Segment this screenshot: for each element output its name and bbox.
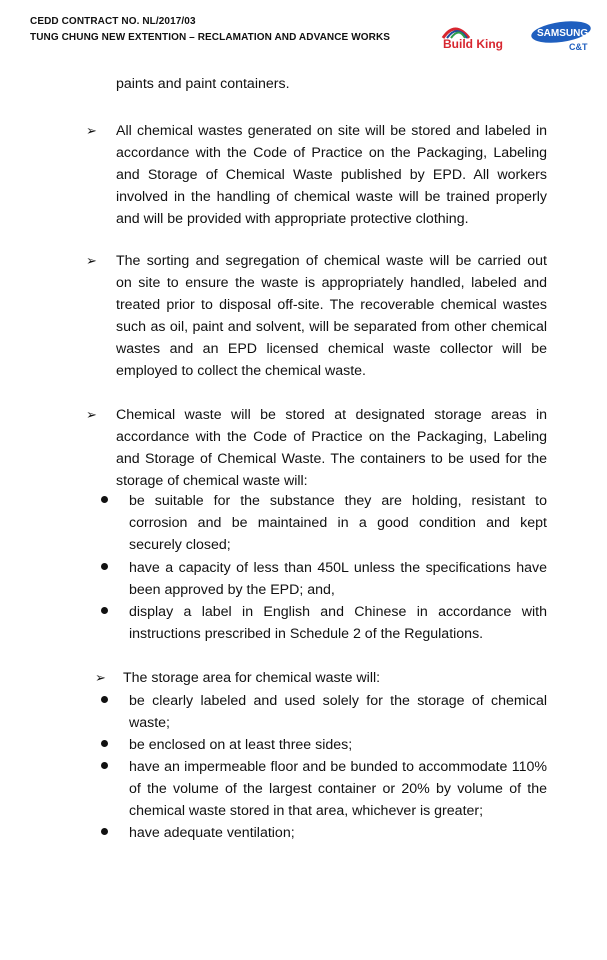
list-item: display a label in English and Chinese in accordance with instructions prescribed in Schedule 2 of the Regulations.: [129, 604, 547, 642]
bullet-dot-icon: [101, 762, 108, 769]
samsung-ct: C&T: [569, 42, 588, 52]
paragraph-storage-area: The storage area for chemical waste will:: [123, 670, 381, 686]
samsung-logo: SAMSUNG: [537, 28, 589, 39]
logo-graphic: [433, 14, 593, 54]
bullet-dot-icon: [101, 607, 108, 614]
arrow-bullet-icon: ➢: [86, 123, 97, 138]
buildking-logo: Build King: [443, 37, 503, 51]
continuation-text: paints and paint containers.: [116, 76, 290, 92]
list-item: be clearly labeled and used solely for the storage of chemical waste;: [129, 693, 547, 731]
bullet-dot-icon: [101, 740, 108, 747]
project-title: TUNG CHUNG NEW EXTENTION – RECLAMATION AND ADVANCE WORKS: [30, 32, 391, 43]
list-item: be enclosed on at least three sides;: [129, 737, 353, 753]
paragraph-chemical-storage: All chemical wastes generated on site will be stored and labeled in accordance with the Code of Practice on the Packaging, Labeling and Storage of Chemical Waste published by EPD. All workers involved in the handling of chemical waste will be trained properly and will be provided with appropriate protective clothing.: [116, 123, 547, 227]
bullet-dot-icon: [101, 563, 108, 570]
list-item: be suitable for the substance they are holding, resistant to corrosion and be maintained in a good condition and kept securely closed;: [129, 493, 547, 553]
arrow-bullet-icon: ➢: [95, 670, 106, 685]
list-item: have a capacity of less than 450L unless the specifications have been approved by the EPD; and,: [129, 560, 547, 598]
paragraph-designated-storage: Chemical waste will be stored at designated storage areas in accordance with the Code of Practice on the Packaging, Labeling and Storage of Chemical Waste. The containers to be used for the storage of chemical waste will:: [116, 407, 547, 489]
bullet-dot-icon: [101, 696, 108, 703]
arrow-bullet-icon: ➢: [86, 407, 97, 422]
list-item: have an impermeable floor and be bunded to accommodate 110% of the volume of the largest container or 20% by volume of the chemical waste stored in that area, whichever is greater;: [129, 759, 547, 819]
list-item: have adequate ventilation;: [129, 825, 295, 841]
arrow-bullet-icon: ➢: [86, 253, 97, 268]
bullet-dot-icon: [101, 496, 108, 503]
company-logos: [433, 14, 593, 54]
paragraph-sorting: The sorting and segregation of chemical waste will be carried out on site to ensure the waste is appropriately handled, labeled and treated prior to disposal off-site. The recoverable chemical wastes such as oil, paint and solvent, will be separated from other chemical wastes and an EPD licensed chemical waste collector will be employed to collect the chemical waste.: [116, 253, 547, 379]
bullet-dot-icon: [101, 828, 108, 835]
contract-number: CEDD CONTRACT NO. NL/2017/03: [30, 16, 196, 27]
